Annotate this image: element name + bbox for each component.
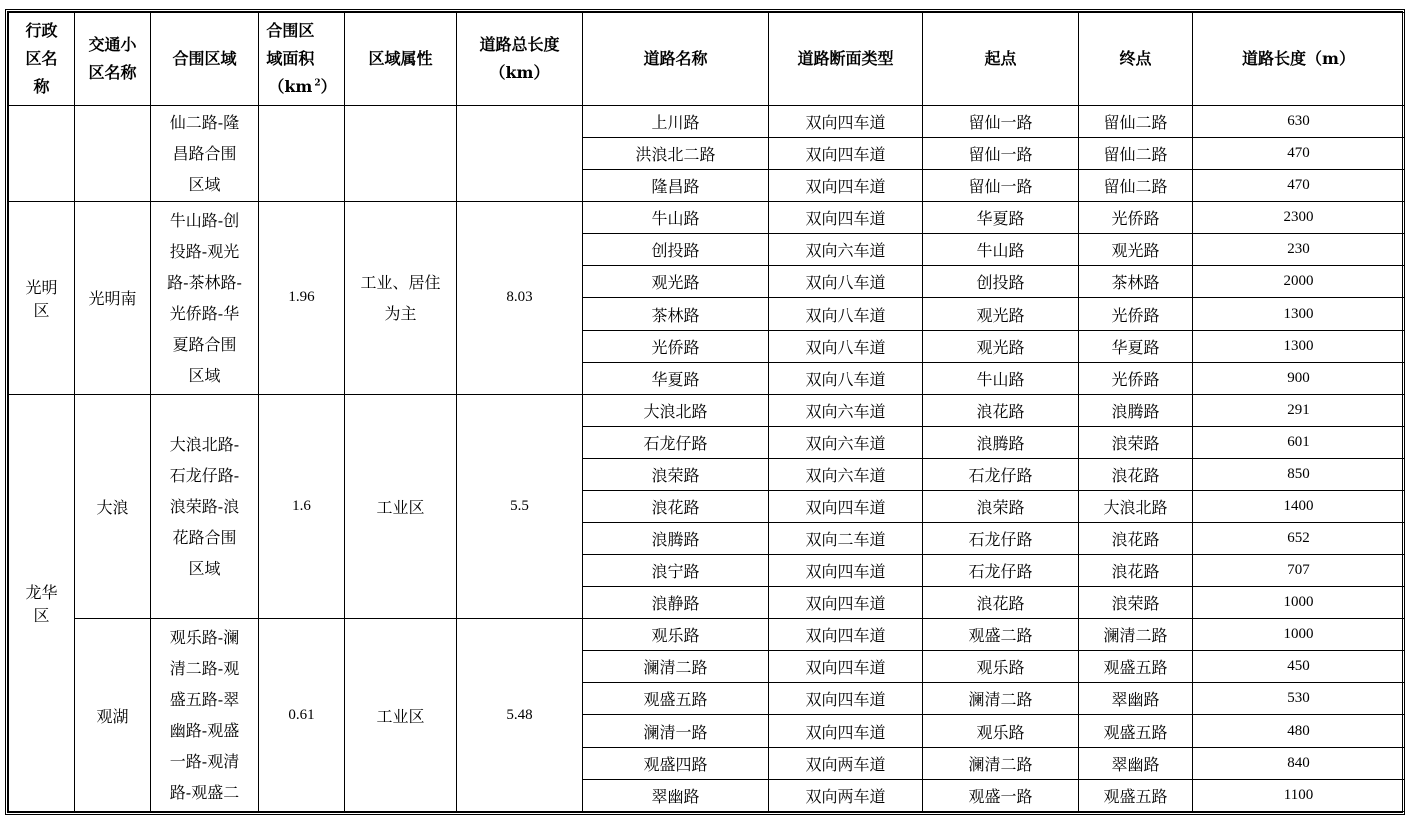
end-cell: 澜清二路	[1079, 619, 1193, 651]
zone-cell: 光明南	[75, 202, 151, 394]
zone-cell	[75, 106, 151, 202]
road-length-cell: 1300	[1193, 330, 1405, 362]
section-type-cell: 双向四车道	[769, 490, 923, 522]
end-cell: 观光路	[1079, 234, 1193, 266]
road-name-cell: 浪静路	[583, 587, 769, 619]
header-section-type: 道路断面类型	[769, 13, 923, 106]
end-cell: 留仙二路	[1079, 106, 1193, 138]
road-length-cell: 850	[1193, 458, 1405, 490]
zone-cell: 观湖	[75, 619, 151, 812]
road-length-cell: 291	[1193, 394, 1405, 426]
start-cell: 浪花路	[923, 587, 1079, 619]
start-cell: 华夏路	[923, 202, 1079, 234]
section-type-cell: 双向八车道	[769, 330, 923, 362]
road-length-cell: 652	[1193, 523, 1405, 555]
road-length-cell: 480	[1193, 715, 1405, 747]
header-row	[9, 13, 1405, 106]
road-name-cell: 浪荣路	[583, 458, 769, 490]
total-length-cell: 8.03	[457, 202, 583, 394]
area-size-cell: 1.6	[259, 394, 345, 619]
header-start: 起点	[923, 13, 1079, 106]
start-cell: 石龙仔路	[923, 458, 1079, 490]
end-cell: 茶林路	[1079, 266, 1193, 298]
road-length-cell: 2300	[1193, 202, 1405, 234]
district-cell	[9, 106, 75, 202]
start-cell: 留仙一路	[923, 138, 1079, 170]
end-cell: 留仙二路	[1079, 170, 1193, 202]
section-type-cell: 双向八车道	[769, 298, 923, 330]
road-name-cell: 澜清一路	[583, 715, 769, 747]
header-area-size: 合围区 域面积 （km $^2$）	[259, 13, 345, 106]
road-name-cell: 华夏路	[583, 362, 769, 394]
road-length-cell: 1000	[1193, 619, 1405, 651]
header-area: 合围区域	[151, 13, 259, 106]
road-name-cell: 翠幽路	[583, 779, 769, 811]
end-cell: 观盛五路	[1079, 779, 1193, 811]
header-zone: 交通小 区名称	[75, 13, 151, 106]
section-type-cell: 双向四车道	[769, 555, 923, 587]
road-name-cell: 观盛四路	[583, 747, 769, 779]
start-cell: 牛山路	[923, 362, 1079, 394]
section-type-cell: 双向四车道	[769, 587, 923, 619]
start-cell: 留仙一路	[923, 106, 1079, 138]
section-type-cell: 双向四车道	[769, 202, 923, 234]
section-type-cell: 双向两车道	[769, 779, 923, 811]
road-length-cell: 900	[1193, 362, 1405, 394]
section-type-cell: 双向四车道	[769, 138, 923, 170]
end-cell: 浪花路	[1079, 555, 1193, 587]
header-attr: 区域属性	[345, 13, 457, 106]
road-length-cell: 530	[1193, 683, 1405, 715]
table-row	[9, 619, 1405, 651]
zone-cell: 大浪	[75, 394, 151, 619]
area-size-cell: 1.96	[259, 202, 345, 394]
road-name-cell: 观盛五路	[583, 683, 769, 715]
start-cell: 观乐路	[923, 651, 1079, 683]
header-end: 终点	[1079, 13, 1193, 106]
road-name-cell: 澜清二路	[583, 651, 769, 683]
road-length-cell: 1300	[1193, 298, 1405, 330]
end-cell: 光侨路	[1079, 298, 1193, 330]
road-length-cell: 1400	[1193, 490, 1405, 522]
end-cell: 翠幽路	[1079, 683, 1193, 715]
area-size-cell: 0.61	[259, 619, 345, 812]
road-length-cell: 470	[1193, 170, 1405, 202]
road-name-cell: 牛山路	[583, 202, 769, 234]
road-name-cell: 光侨路	[583, 330, 769, 362]
road-name-cell: 创投路	[583, 234, 769, 266]
header-district: 行政 区名 称	[9, 13, 75, 106]
area-cell: 观乐路-澜 清二路-观 盛五路-翠 幽路-观盛 一路-观清 路-观盛二	[151, 619, 259, 812]
road-name-cell: 茶林路	[583, 298, 769, 330]
area-cell: 大浪北路- 石龙仔路- 浪荣路-浪 花路合围 区域	[151, 394, 259, 619]
road-length-cell: 707	[1193, 555, 1405, 587]
header-total-length: 道路总长度 （km）	[457, 13, 583, 106]
road-length-cell: 450	[1193, 651, 1405, 683]
road-name-cell: 上川路	[583, 106, 769, 138]
road-table	[8, 12, 1405, 812]
section-type-cell: 双向六车道	[769, 234, 923, 266]
road-length-cell: 630	[1193, 106, 1405, 138]
section-type-cell: 双向四车道	[769, 651, 923, 683]
end-cell: 留仙二路	[1079, 138, 1193, 170]
start-cell: 浪花路	[923, 394, 1079, 426]
road-name-cell: 隆昌路	[583, 170, 769, 202]
road-name-cell: 石龙仔路	[583, 426, 769, 458]
start-cell: 观盛一路	[923, 779, 1079, 811]
road-name-cell: 观乐路	[583, 619, 769, 651]
start-cell: 石龙仔路	[923, 555, 1079, 587]
table-row	[9, 202, 1405, 234]
end-cell: 翠幽路	[1079, 747, 1193, 779]
end-cell: 浪腾路	[1079, 394, 1193, 426]
end-cell: 大浪北路	[1079, 490, 1193, 522]
start-cell: 牛山路	[923, 234, 1079, 266]
attr-cell: 工业区	[345, 394, 457, 619]
end-cell: 观盛五路	[1079, 651, 1193, 683]
attr-cell: 工业区	[345, 619, 457, 812]
attr-cell: 工业、居住 为主	[345, 202, 457, 394]
road-length-cell: 840	[1193, 747, 1405, 779]
road-length-cell: 1000	[1193, 587, 1405, 619]
end-cell: 浪荣路	[1079, 587, 1193, 619]
start-cell: 浪腾路	[923, 426, 1079, 458]
total-length-cell	[457, 106, 583, 202]
section-type-cell: 双向四车道	[769, 715, 923, 747]
end-cell: 浪花路	[1079, 523, 1193, 555]
road-name-cell: 浪花路	[583, 490, 769, 522]
road-length-cell: 470	[1193, 138, 1405, 170]
start-cell: 石龙仔路	[923, 523, 1079, 555]
section-type-cell: 双向四车道	[769, 170, 923, 202]
attr-cell	[345, 106, 457, 202]
header-road-name: 道路名称	[583, 13, 769, 106]
table-row	[9, 106, 1405, 138]
end-cell: 华夏路	[1079, 330, 1193, 362]
district-cell: 光明 区	[9, 202, 75, 394]
total-length-cell: 5.5	[457, 394, 583, 619]
road-name-cell: 洪浪北二路	[583, 138, 769, 170]
end-cell: 浪荣路	[1079, 426, 1193, 458]
area-cell: 牛山路-创 投路-观光 路-茶林路- 光侨路-华 夏路合围 区域	[151, 202, 259, 394]
header-road-length: 道路长度（m）	[1193, 13, 1405, 106]
end-cell: 观盛五路	[1079, 715, 1193, 747]
start-cell: 观盛二路	[923, 619, 1079, 651]
start-cell: 留仙一路	[923, 170, 1079, 202]
start-cell: 观光路	[923, 298, 1079, 330]
road-name-cell: 观光路	[583, 266, 769, 298]
start-cell: 澜清二路	[923, 683, 1079, 715]
section-type-cell: 双向八车道	[769, 266, 923, 298]
end-cell: 浪花路	[1079, 458, 1193, 490]
road-length-cell: 230	[1193, 234, 1405, 266]
section-type-cell: 双向六车道	[769, 426, 923, 458]
start-cell: 观光路	[923, 330, 1079, 362]
section-type-cell: 双向二车道	[769, 523, 923, 555]
end-cell: 光侨路	[1079, 362, 1193, 394]
area-cell: 仙二路-隆 昌路合围 区域	[151, 106, 259, 202]
road-length-cell: 601	[1193, 426, 1405, 458]
road-name-cell: 浪宁路	[583, 555, 769, 587]
total-length-cell: 5.48	[457, 619, 583, 812]
start-cell: 澜清二路	[923, 747, 1079, 779]
section-type-cell: 双向六车道	[769, 394, 923, 426]
section-type-cell: 双向四车道	[769, 683, 923, 715]
end-cell: 光侨路	[1079, 202, 1193, 234]
district-cell: 龙华 区	[9, 394, 75, 811]
section-type-cell: 双向六车道	[769, 458, 923, 490]
start-cell: 浪荣路	[923, 490, 1079, 522]
road-name-cell: 浪腾路	[583, 523, 769, 555]
section-type-cell: 双向四车道	[769, 106, 923, 138]
start-cell: 创投路	[923, 266, 1079, 298]
road-name-cell: 大浪北路	[583, 394, 769, 426]
area-size-cell	[259, 106, 345, 202]
section-type-cell: 双向四车道	[769, 619, 923, 651]
road-length-cell: 1100	[1193, 779, 1405, 811]
start-cell: 观乐路	[923, 715, 1079, 747]
section-type-cell: 双向八车道	[769, 362, 923, 394]
road-length-cell: 2000	[1193, 266, 1405, 298]
table-row	[9, 394, 1405, 426]
section-type-cell: 双向两车道	[769, 747, 923, 779]
